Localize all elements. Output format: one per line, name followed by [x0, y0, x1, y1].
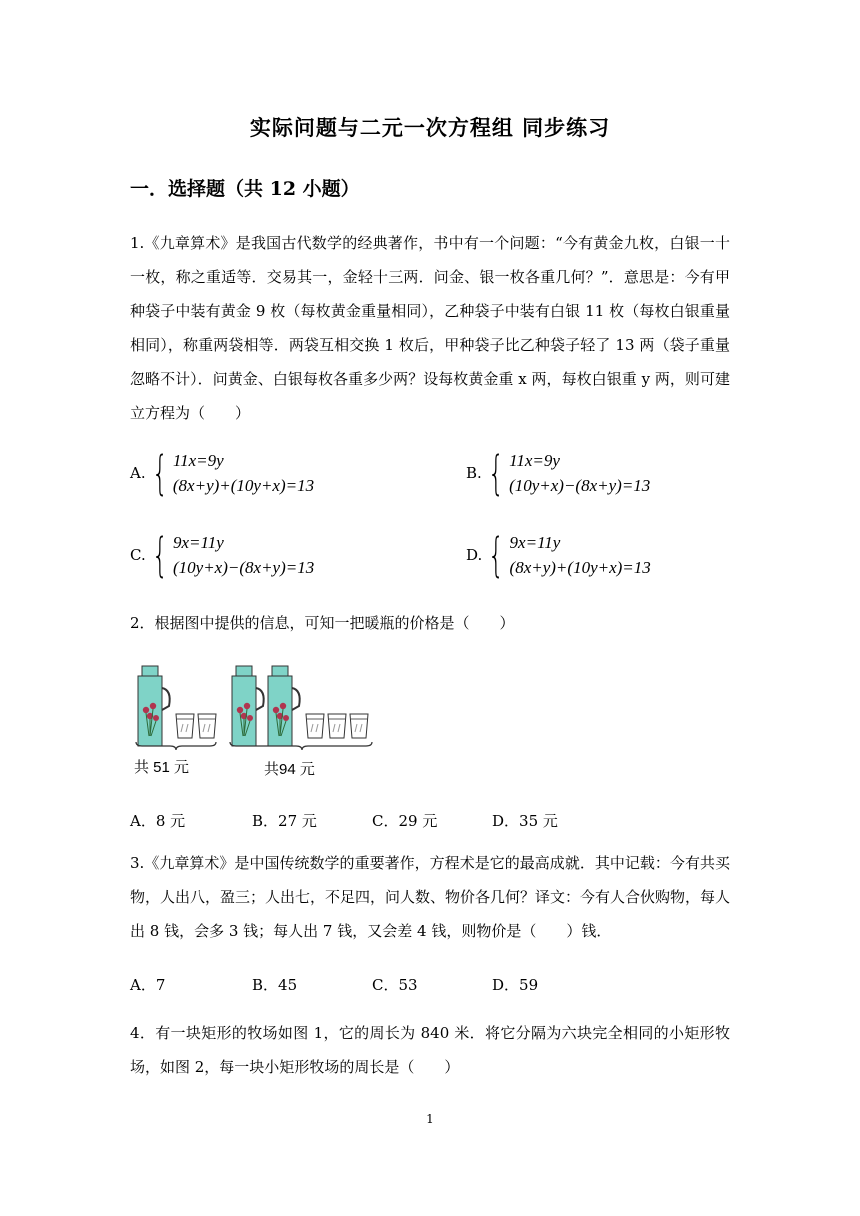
question-4-text: 4．有一块矩形的牧场如图 1，它的周长为 840 米．将它分隔为六块完全相同的小矩形牧场，如图 2，每一块小矩形牧场的周长是（ ） [130, 1024, 730, 1076]
thermos-cups-figure [130, 662, 390, 784]
question-2-text: 2．根据图中提供的信息，可知一把暖瓶的价格是（ ） [130, 614, 515, 632]
cup-icon [198, 714, 216, 738]
option-label: B. [466, 464, 482, 482]
brace-icon: { [151, 446, 168, 500]
q3-option-a[interactable]: A．7 [130, 976, 166, 994]
equation-system [510, 530, 651, 580]
thermos-icon [232, 666, 264, 746]
question-3-text: 3.《九章算术》是中国传统数学的重要著作，方程术是它的最高成就．其中记载：今有共买物，人出八，盈三；人出七，不足四，问人数、物价各几何？译文：今有人合伙购物，每人出 8 钱，会多 3 钱；每人出 7 钱，又会差 4 钱，则物价是（ ）钱． [130, 854, 731, 940]
q3-option-c[interactable]: C．53 [372, 976, 418, 994]
equation-system [509, 448, 650, 498]
page-number: 1 [426, 1112, 434, 1126]
equation-2: (8x+y)+(10y+x)=13 [172, 476, 315, 495]
right-price-label: 共94 元 [264, 761, 315, 778]
left-price-label: 共 51 元 [134, 759, 190, 776]
left-group [134, 666, 216, 776]
q2-option-c[interactable]: C．29 元 [372, 812, 438, 830]
q2-option-a[interactable]: A．8 元 [130, 812, 186, 830]
equation-2: (8x+y)+(10y+x)=13 [509, 558, 651, 577]
equation-1: 9x=11y [173, 533, 224, 552]
equation-1: 11x=9y [509, 451, 560, 470]
brace-icon: { [488, 528, 505, 582]
option-label: D. [466, 546, 483, 564]
cup-icon [328, 714, 346, 738]
cup-icon [350, 714, 368, 738]
option-label: C. [130, 546, 146, 564]
q2-option-b[interactable]: B．27 元 [252, 812, 317, 830]
equation-1: 11x=9y [172, 451, 224, 470]
q1-option-c[interactable] [130, 530, 314, 580]
equation-system [173, 530, 314, 580]
page-title: 实际问题与二元一次方程组 同步练习 [249, 115, 611, 140]
option-label: A. [130, 464, 146, 482]
equation-2: (10y+x)−(8x+y)=13 [173, 558, 315, 577]
cup-icon [176, 714, 194, 738]
q3-option-b[interactable]: B．45 [252, 976, 298, 994]
q1-option-d[interactable] [466, 530, 651, 580]
brace-icon: { [487, 446, 504, 500]
q2-option-d[interactable]: D．35 元 [492, 812, 558, 830]
right-group [230, 666, 372, 778]
cup-icon [306, 714, 324, 738]
section-heading: 一．选择题（共 12 小题） [130, 178, 360, 200]
q1-option-b[interactable] [466, 448, 650, 498]
q1-option-a[interactable] [130, 448, 314, 498]
question-1-text: 1.《九章算术》是我国古代数学的经典著作，书中有一个问题：“今有黄金九枚，白银一十一枚，称之重适等．交易其一，金轻十三两．问金、银一枚各重几何？”．意思是：今有甲种袋子中装有黄金 9 枚（每枚黄金重量相同），乙种袋子中装有白银 11 枚（每枚白银重量相同），称重两袋相等．两袋互相交换 1 枚后，甲种袋子比乙种袋子轻了 13 两（袋子重量忽略不计）．问黄金、白银每枚各重多少两？设每枚黄金重 x 两，每枚白银重 y 两，则可建立方程为（ ） [130, 234, 730, 422]
thermos-icon [138, 666, 170, 746]
equation-1: 9x=11y [509, 533, 561, 552]
equation-2: (10y+x)−(8x+y)=13 [509, 476, 651, 495]
brace-icon: { [151, 528, 168, 582]
q3-option-d[interactable]: D．59 [492, 976, 539, 994]
equation-system [173, 448, 314, 498]
thermos-icon [268, 666, 300, 746]
